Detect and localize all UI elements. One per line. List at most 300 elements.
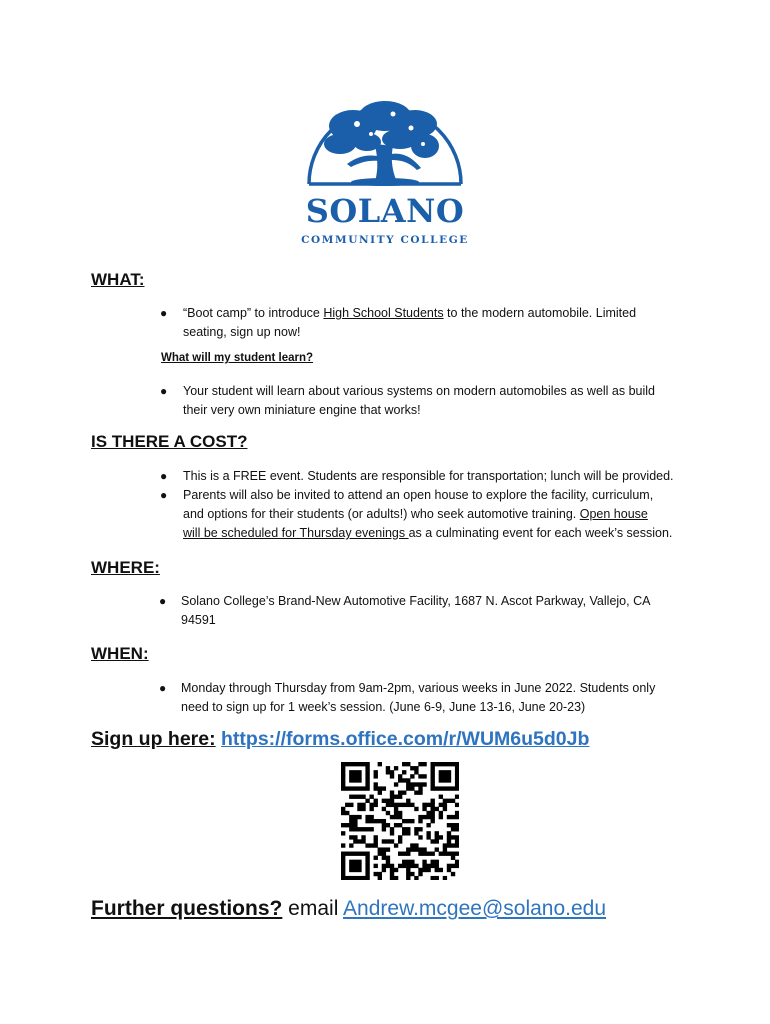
qr-module (447, 815, 451, 819)
qr-module (443, 803, 447, 807)
qr-module (386, 856, 390, 860)
qr-module (410, 843, 414, 847)
when-schedule: Monday through Thursday from 9am-2pm, various weeks in June 2022. Students only (181, 681, 656, 695)
qr-module (345, 876, 349, 880)
qr-module (398, 795, 402, 799)
qr-module (386, 839, 390, 843)
qr-module (341, 778, 345, 782)
qr-module (406, 827, 410, 831)
qr-module (341, 856, 345, 860)
qr-module (451, 799, 455, 803)
qr-module (365, 868, 369, 872)
qr-module (357, 860, 361, 864)
qr-module (431, 876, 435, 880)
qr-module (418, 852, 422, 856)
qr-module (414, 807, 418, 811)
qr-module (390, 770, 394, 774)
qr-module (447, 868, 451, 872)
signup-label: Sign up here: (91, 728, 216, 750)
where-address: Solano College’s Brand-New Automotive Facility, 1687 N. Ascot Parkway, Vallejo, CA (181, 594, 651, 608)
qr-module (374, 843, 378, 847)
qr-module (349, 795, 353, 799)
what-subheading: What will my student learn? (161, 352, 314, 364)
open-house-link: Open house (579, 507, 648, 521)
qr-module (451, 856, 455, 860)
signup-url-link[interactable]: https://forms.office.com/r/WUM6u5d0Jb (221, 728, 590, 750)
qr-module (410, 766, 414, 770)
qr-module (353, 852, 357, 856)
qr-module (410, 860, 414, 864)
qr-module (455, 795, 459, 799)
qr-module (357, 876, 361, 880)
qr-module (345, 823, 349, 827)
qr-module (341, 823, 345, 827)
qr-module (414, 876, 418, 880)
qr-module (386, 860, 390, 864)
qr-module (361, 852, 365, 856)
qr-module (422, 774, 426, 778)
qr-module (394, 807, 398, 811)
qr-module (357, 803, 361, 807)
qr-module (394, 803, 398, 807)
qr-module (443, 770, 447, 774)
qr-module (353, 823, 357, 827)
qr-module (443, 852, 447, 856)
qr-module (374, 864, 378, 868)
qr-module (414, 847, 418, 851)
qr-module (431, 803, 435, 807)
qr-module (422, 762, 426, 766)
qr-module (349, 860, 353, 864)
qr-module (349, 823, 353, 827)
qr-module (357, 774, 361, 778)
qr-module (431, 815, 435, 819)
when-heading: WHEN: (91, 644, 149, 663)
logo-subtitle: COMMUNITY COLLEGE (301, 234, 469, 246)
qr-module (365, 872, 369, 876)
qr-module (398, 790, 402, 794)
qr-module (341, 876, 345, 880)
qr-module (410, 774, 414, 778)
qr-module (451, 864, 455, 868)
qr-module (349, 770, 353, 774)
qr-module (349, 843, 353, 847)
qr-module (455, 803, 459, 807)
where-address-line-2: 94591 (181, 613, 216, 627)
qr-module (386, 823, 390, 827)
qr-module (374, 782, 378, 786)
logo-wordmark: SOLANO (305, 192, 465, 230)
qr-module (431, 811, 435, 815)
qr-module (447, 864, 451, 868)
qr-module (382, 856, 386, 860)
qr-module (410, 782, 414, 786)
qr-module (345, 811, 349, 815)
qr-module (374, 799, 378, 803)
qr-module (349, 778, 353, 782)
qr-module (390, 799, 394, 803)
qr-module (357, 815, 361, 819)
qr-module (341, 843, 345, 847)
qr-module (414, 831, 418, 835)
qr-module (455, 811, 459, 815)
qr-module (455, 815, 459, 819)
qr-module (386, 770, 390, 774)
qr-module (435, 831, 439, 835)
bullet-dot-icon: ● (160, 488, 168, 502)
qr-module (382, 807, 386, 811)
qr-module (374, 872, 378, 876)
qr-module (431, 819, 435, 823)
qr-module (341, 766, 345, 770)
qr-module (402, 778, 406, 782)
qr-module (341, 782, 345, 786)
bullet-dot-icon: ● (160, 469, 168, 483)
qr-module (439, 815, 443, 819)
qr-module (431, 839, 435, 843)
qr-module (426, 868, 430, 872)
what-bullet-1-line-2: seating, sign up now! (183, 325, 301, 339)
qr-module (431, 852, 435, 856)
cost-bullet-2: Parents will also be invited to attend an open house to explore the facility, curriculum, (183, 488, 654, 502)
qr-module (402, 827, 406, 831)
email-link[interactable]: Andrew.mcgee@solano.edu (343, 897, 607, 920)
qr-module (390, 864, 394, 868)
qr-module (394, 811, 398, 815)
qr-module (455, 839, 459, 843)
qr-module (406, 803, 410, 807)
qr-module (378, 872, 382, 876)
qr-module (365, 786, 369, 790)
qr-module (443, 843, 447, 847)
qr-module (431, 774, 435, 778)
qr-module (398, 778, 402, 782)
qr-module (406, 782, 410, 786)
qr-module (447, 823, 451, 827)
qr-module (451, 786, 455, 790)
when-schedule-line-2: need to sign up for 1 week’s session. (June 6-9, June 13-16, June 20-23) (181, 700, 586, 714)
qr-module (361, 835, 365, 839)
qr-module (394, 815, 398, 819)
qr-module (353, 868, 357, 872)
qr-module (361, 827, 365, 831)
qr-module (439, 852, 443, 856)
qr-module (365, 852, 369, 856)
qr-module (341, 807, 345, 811)
qr-module (353, 815, 357, 819)
qr-module (369, 827, 373, 831)
qr-module (447, 852, 451, 856)
qr-module (431, 786, 435, 790)
qr-module (422, 803, 426, 807)
qr-module (361, 795, 365, 799)
qr-module (451, 815, 455, 819)
qr-module (426, 831, 430, 835)
qr-module (431, 770, 435, 774)
qr-module (455, 774, 459, 778)
qr-module (402, 864, 406, 868)
qr-module (353, 835, 357, 839)
qr-module (402, 852, 406, 856)
qr-module (394, 876, 398, 880)
qr-module (386, 847, 390, 851)
qr-module (361, 839, 365, 843)
qr-module (447, 778, 451, 782)
qr-module (414, 766, 418, 770)
qr-module (422, 807, 426, 811)
qr-module (406, 786, 410, 790)
qr-module (439, 774, 443, 778)
qr-module (455, 778, 459, 782)
qr-module (394, 782, 398, 786)
qr-module (382, 864, 386, 868)
qr-module (365, 876, 369, 880)
qr-module (365, 774, 369, 778)
qr-module (390, 774, 394, 778)
qr-module (451, 852, 455, 856)
qr-module (390, 795, 394, 799)
qr-module (406, 799, 410, 803)
qr-module (353, 860, 357, 864)
qr-module (341, 864, 345, 868)
qr-module (382, 819, 386, 823)
qr-module (369, 819, 373, 823)
qr-module (447, 770, 451, 774)
qr-module (414, 827, 418, 831)
qr-module (439, 778, 443, 782)
qr-module (369, 843, 373, 847)
qr-module (451, 843, 455, 847)
further-questions-label: Further questions? (91, 897, 283, 920)
qr-module (378, 847, 382, 851)
qr-module (410, 864, 414, 868)
qr-module (398, 803, 402, 807)
qr-module (455, 860, 459, 864)
qr-module (357, 770, 361, 774)
qr-module (341, 831, 345, 835)
qr-module (349, 835, 353, 839)
qr-module (378, 876, 382, 880)
qr-module (378, 786, 382, 790)
qr-module (439, 811, 443, 815)
qr-module (435, 839, 439, 843)
qr-module (451, 872, 455, 876)
qr-module (431, 860, 435, 864)
qr-module (394, 795, 398, 799)
qr-module (443, 774, 447, 778)
qr-module (455, 823, 459, 827)
qr-module (374, 770, 378, 774)
qr-module (443, 786, 447, 790)
qr-module (422, 847, 426, 851)
qr-module (418, 872, 422, 876)
qr-module (369, 795, 373, 799)
qr-module (418, 868, 422, 872)
bullet-dot-icon: ● (160, 384, 168, 398)
qr-module (349, 868, 353, 872)
qr-module (406, 868, 410, 872)
qr-module (398, 864, 402, 868)
qr-module (353, 864, 357, 868)
qr-module (455, 762, 459, 766)
qr-module (455, 770, 459, 774)
qr-module (402, 803, 406, 807)
qr-module (390, 831, 394, 835)
qr-module (361, 786, 365, 790)
qr-module (418, 835, 422, 839)
qr-module (439, 803, 443, 807)
qr-module (361, 876, 365, 880)
qr-module (382, 823, 386, 827)
qr-module (435, 847, 439, 851)
qr-module (386, 799, 390, 803)
qr-module (426, 815, 430, 819)
qr-module (390, 827, 394, 831)
qr-module (418, 774, 422, 778)
qr-code[interactable] (341, 762, 459, 885)
what-bullet-2: Your student will learn about various systems on modern automobiles as well as build (183, 384, 656, 398)
oak-tree-icon (305, 94, 465, 186)
signup-line (91, 728, 589, 751)
cost-bullet-2-line-3: will be scheduled for Thursday evenings as a culminating event for each week’s session. (183, 526, 673, 540)
qr-module (374, 803, 378, 807)
qr-module (447, 799, 451, 803)
qr-module (357, 827, 361, 831)
qr-module (414, 790, 418, 794)
qr-module (390, 839, 394, 843)
qr-module (447, 774, 451, 778)
qr-module (418, 827, 422, 831)
qr-module (439, 762, 443, 766)
qr-module (357, 839, 361, 843)
qr-module (455, 843, 459, 847)
qr-module (414, 782, 418, 786)
qr-module (443, 799, 447, 803)
qr-module (447, 762, 451, 766)
qr-module (390, 872, 394, 876)
qr-module (431, 782, 435, 786)
qr-module (435, 864, 439, 868)
qr-module (378, 852, 382, 856)
qr-module (439, 868, 443, 872)
qr-module (418, 815, 422, 819)
qr-module (365, 827, 369, 831)
solano-logo (300, 94, 470, 254)
qr-module (455, 786, 459, 790)
qr-module (398, 835, 402, 839)
qr-module (390, 803, 394, 807)
qr-module (349, 852, 353, 856)
qr-module (341, 786, 345, 790)
cost-heading: IS THERE A COST? (91, 432, 248, 451)
qr-module (414, 864, 418, 868)
qr-module (443, 762, 447, 766)
qr-module (418, 762, 422, 766)
qr-module (378, 762, 382, 766)
qr-module (418, 786, 422, 790)
qr-module (410, 872, 414, 876)
qr-module (357, 868, 361, 872)
qr-module (349, 774, 353, 778)
qr-module (374, 856, 378, 860)
qr-module (426, 835, 430, 839)
qr-module (341, 860, 345, 864)
qr-module (447, 843, 451, 847)
qr-module (349, 762, 353, 766)
qr-module (341, 872, 345, 876)
qr-module (406, 831, 410, 835)
qr-module (386, 864, 390, 868)
qr-module (435, 876, 439, 880)
qr-module (426, 803, 430, 807)
qr-module (398, 823, 402, 827)
qr-module (426, 852, 430, 856)
qr-module (431, 778, 435, 782)
qr-module (402, 819, 406, 823)
further-text: email (282, 897, 344, 920)
qr-module (365, 843, 369, 847)
qr-module (353, 786, 357, 790)
qr-module (365, 770, 369, 774)
qr-module (418, 782, 422, 786)
qr-module (365, 782, 369, 786)
qr-module (382, 827, 386, 831)
qr-module (414, 843, 418, 847)
qr-module (382, 786, 386, 790)
qr-module (345, 762, 349, 766)
qr-module (439, 795, 443, 799)
qr-module (431, 864, 435, 868)
qr-module (451, 827, 455, 831)
qr-module (361, 762, 365, 766)
qr-module (365, 766, 369, 770)
qr-module (374, 774, 378, 778)
qr-module (369, 803, 373, 807)
qr-module (390, 868, 394, 872)
qr-module (349, 827, 353, 831)
qr-module (447, 835, 451, 839)
what-heading: WHAT: (91, 270, 145, 289)
qr-module (353, 819, 357, 823)
qr-module (357, 786, 361, 790)
qr-module (357, 778, 361, 782)
qr-module (422, 864, 426, 868)
qr-module (386, 766, 390, 770)
qr-module (365, 799, 369, 803)
qr-module (369, 807, 373, 811)
qr-module (398, 811, 402, 815)
qr-module (418, 819, 422, 823)
qr-module (341, 868, 345, 872)
qr-module (394, 868, 398, 872)
qr-module (365, 815, 369, 819)
qr-module (349, 864, 353, 868)
qr-module (357, 864, 361, 868)
qr-module (443, 807, 447, 811)
qr-module (455, 864, 459, 868)
qr-module (357, 762, 361, 766)
qr-module (357, 807, 361, 811)
qr-module (426, 864, 430, 868)
qr-module (361, 803, 365, 807)
qr-module (410, 847, 414, 851)
qr-module (439, 770, 443, 774)
qr-module (398, 774, 402, 778)
qr-module (447, 831, 451, 835)
qr-module (455, 766, 459, 770)
qr-module (353, 778, 357, 782)
qr-module (435, 868, 439, 872)
